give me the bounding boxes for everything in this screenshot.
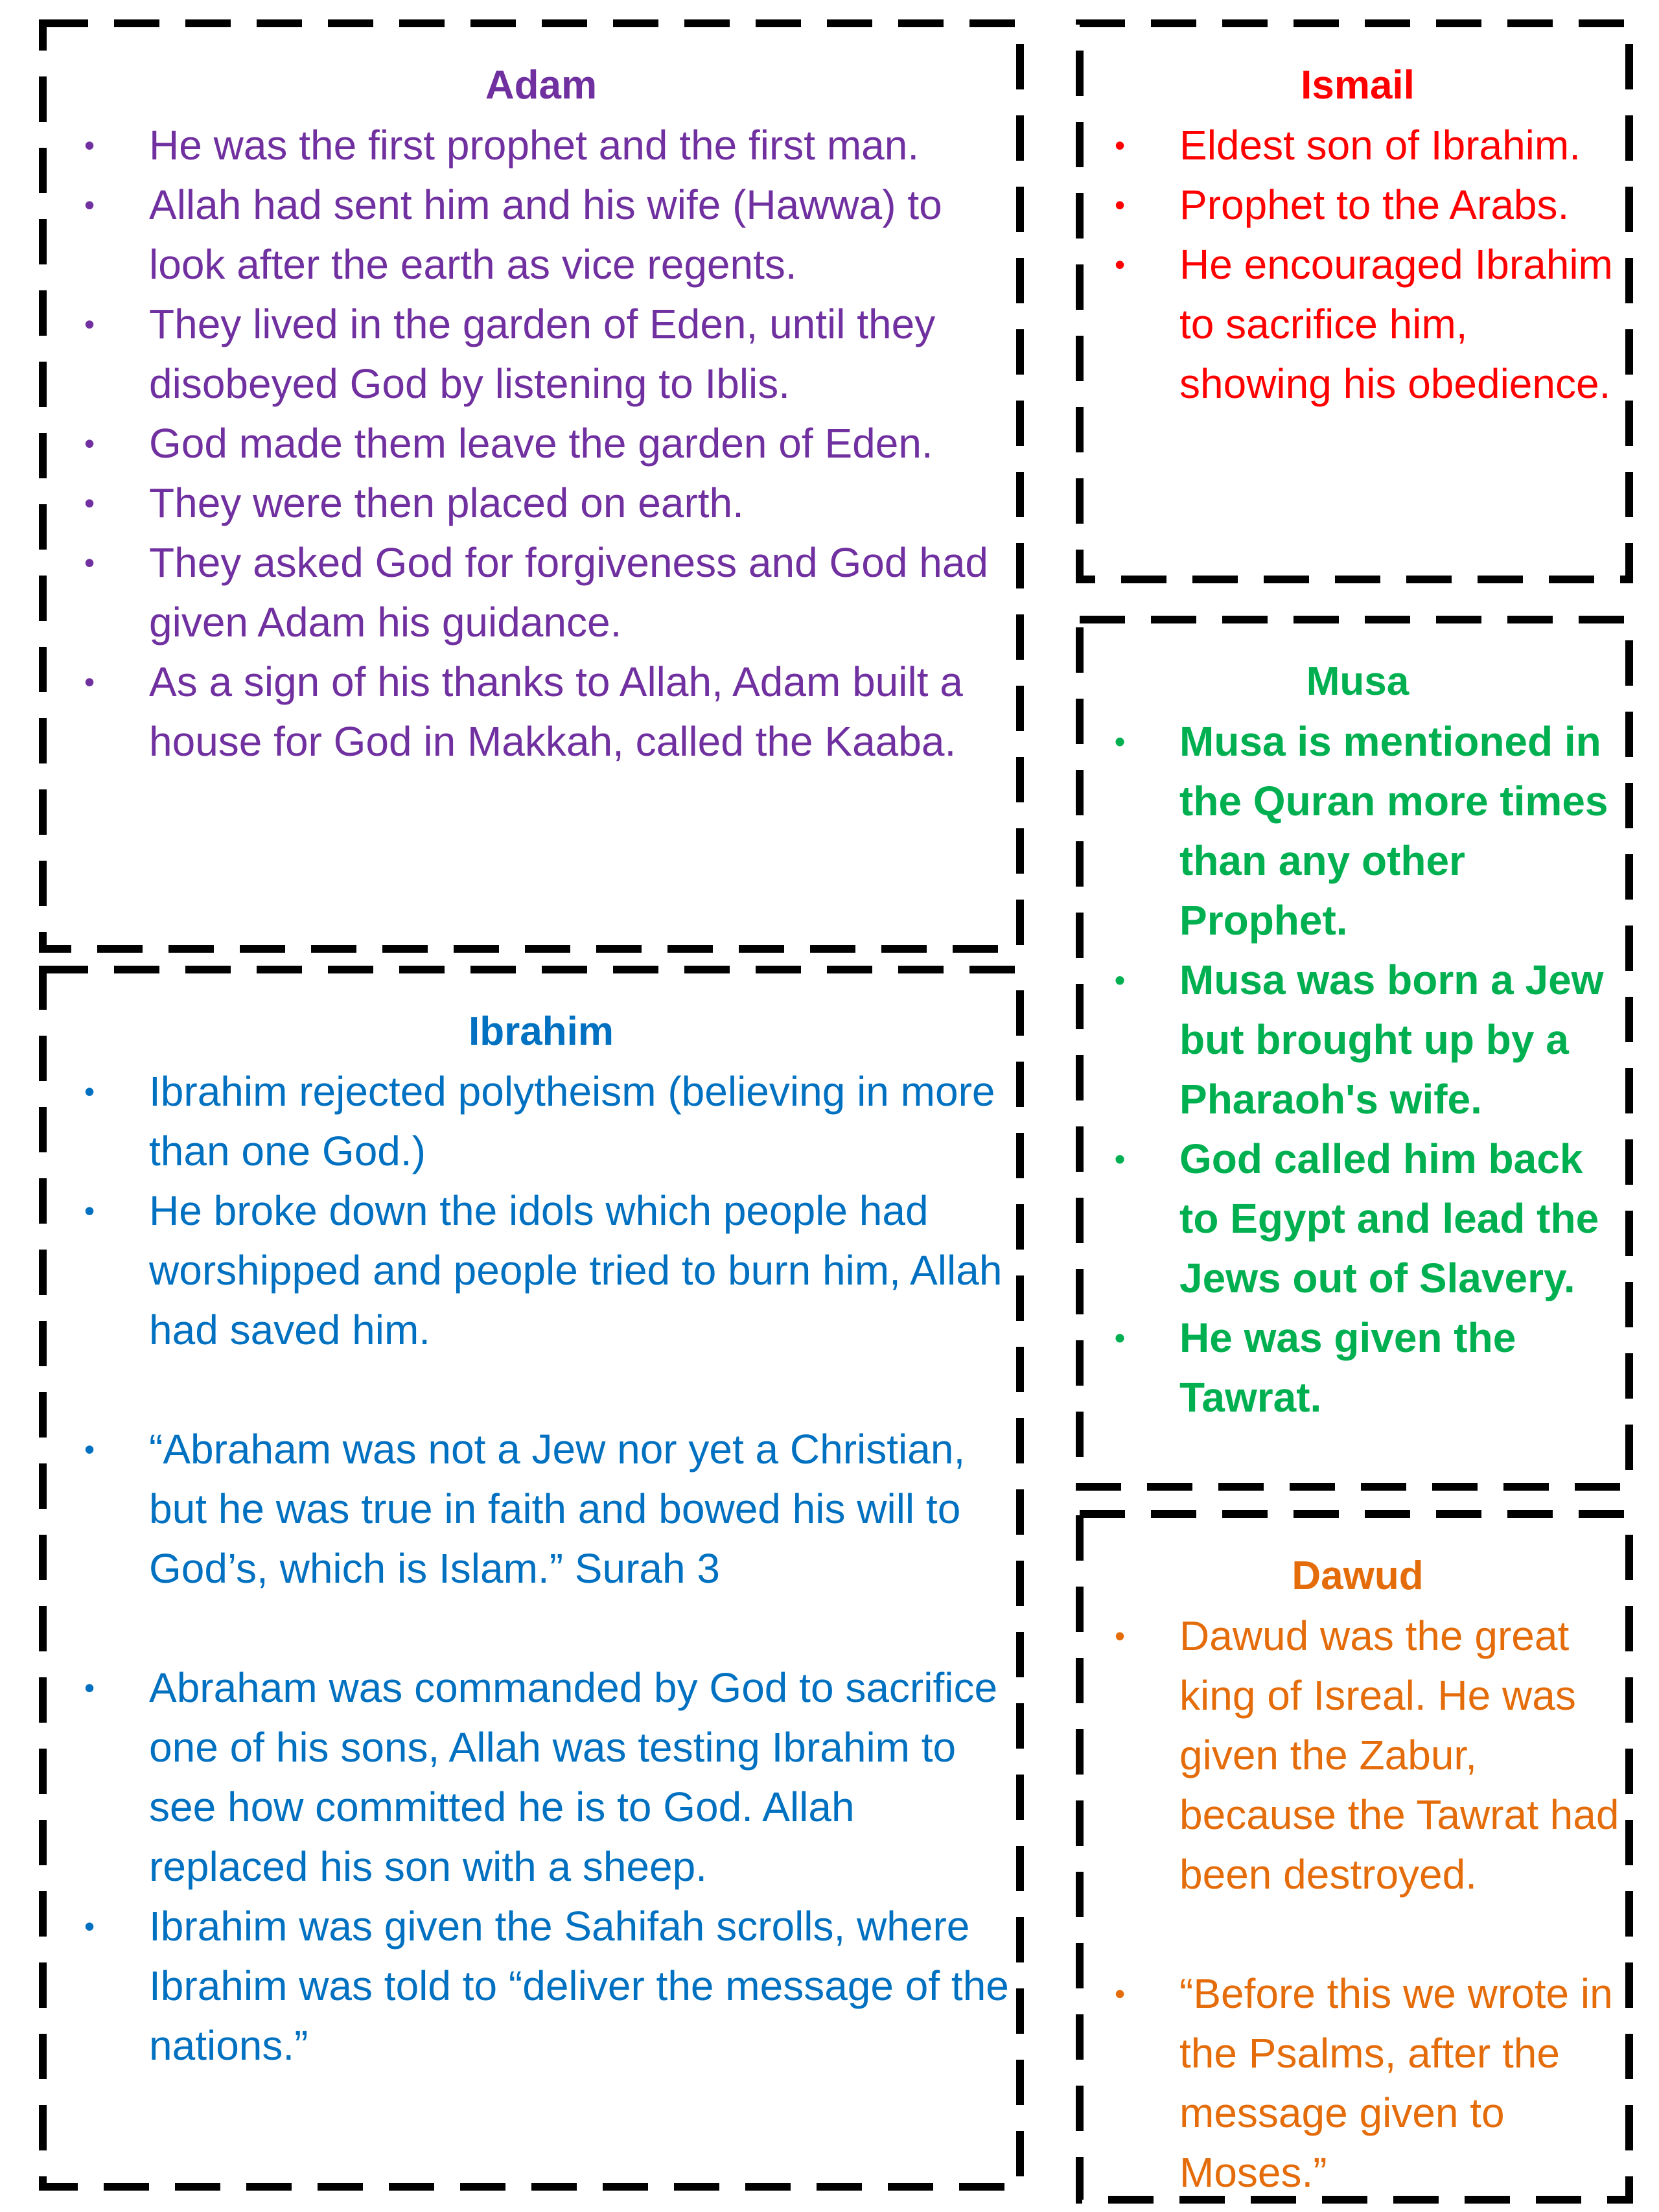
list-item: • Prophet to the Arabs. xyxy=(1089,175,1627,235)
list-item: • Ibrahim was given the Sahifah scrolls, where Ibrahim was told to “deliver the message of the nations.” xyxy=(58,1896,1024,2075)
list-item: • As a sign of his thanks to Allah, Adam built a house for God in Makkah, called the Kaaba. xyxy=(58,652,1024,771)
bullet-icon: • xyxy=(1115,128,1126,162)
musa-card xyxy=(1076,616,1633,1491)
bullet-icon: • xyxy=(84,1075,95,1108)
list-item: • “Abraham was not a Jew nor yet a Christian, but he was true in faith and bowed his will to God’s, which is Islam.” Surah 3 xyxy=(58,1419,1024,1598)
dawud-title: Dawud xyxy=(1292,1554,1424,1598)
list-item: • He encouraged Ibrahim to sacrifice him, showing his obedience. xyxy=(1089,235,1627,413)
ismail-points xyxy=(1089,115,1627,413)
list-item: • Musa is mentioned in the Quran more times than any other Prophet. xyxy=(1089,712,1627,950)
bullet-icon: • xyxy=(1115,248,1126,281)
ismail-title: Ismail xyxy=(1301,63,1415,108)
bullet-icon: • xyxy=(84,1909,95,1943)
list-item: • They were then placed on earth. xyxy=(58,473,1024,533)
adam-card xyxy=(39,19,1024,953)
ismail-card xyxy=(1076,19,1633,583)
bullet-icon: • xyxy=(84,1432,95,1466)
list-item: • God made them leave the garden of Eden. xyxy=(58,413,1024,473)
list-item: • Eldest son of Ibrahim. xyxy=(1089,115,1627,175)
dawud-points xyxy=(1089,1606,1627,2202)
bullet-icon: • xyxy=(1115,725,1126,758)
bullet-icon: • xyxy=(1115,1142,1126,1176)
dawud-card xyxy=(1076,1510,1633,2204)
list-item: • He was the first prophet and the first man. xyxy=(58,115,1024,175)
bullet-icon: • xyxy=(1115,1619,1126,1653)
bullet-icon: • xyxy=(1115,188,1126,222)
musa-points xyxy=(1089,712,1627,1427)
list-item: • They asked God for forgiveness and God had given Adam his guidance. xyxy=(58,533,1024,652)
list-item: • He broke down the idols which people had worshipped and people tried to burn him, Allah had saved him. xyxy=(58,1181,1024,1360)
bullet-icon: • xyxy=(84,188,95,222)
ibrahim-card xyxy=(39,966,1024,2191)
list-item: • Musa was born a Jew but brought up by a Pharaoh's wife. xyxy=(1089,950,1627,1129)
adam-title: Adam xyxy=(485,63,597,108)
adam-points xyxy=(58,115,1024,771)
bullet-icon: • xyxy=(84,1194,95,1228)
list-item: • “Before this we wrote in the Psalms, after the message given to Moses.” xyxy=(1089,1964,1627,2202)
list-item: • They lived in the garden of Eden, until they disobeyed God by listening to Iblis. xyxy=(58,294,1024,413)
bullet-icon: • xyxy=(84,665,95,699)
list-item: • God called him back to Egypt and lead the Jews out of Slavery. xyxy=(1089,1129,1627,1308)
ibrahim-points xyxy=(58,1062,1024,2075)
ibrahim-title: Ibrahim xyxy=(469,1009,614,1054)
list-item: • Dawud was the great king of Isreal. He was given the Zabur, because the Tawrat had been destroyed. xyxy=(1089,1606,1627,1904)
list-item: • Ibrahim rejected polytheism (believing in more than one God.) xyxy=(58,1062,1024,1181)
bullet-icon: • xyxy=(84,546,95,579)
bullet-icon: • xyxy=(1115,963,1126,997)
bullet-icon: • xyxy=(84,426,95,460)
bullet-icon: • xyxy=(84,128,95,162)
bullet-icon: • xyxy=(84,1671,95,1705)
bullet-icon: • xyxy=(84,486,95,520)
list-item: • Allah had sent him and his wife (Hawwa) to look after the earth as vice regents. xyxy=(58,175,1024,294)
bullet-icon: • xyxy=(84,307,95,341)
list-item: • Abraham was commanded by God to sacrifice one of his sons, Allah was testing Ibrahim to see how committed he is to God. Allah replaced his son with a sheep. xyxy=(58,1658,1024,1896)
musa-title: Musa xyxy=(1306,659,1410,704)
bullet-icon: • xyxy=(1115,1321,1126,1355)
list-item: • He was given the Tawrat. xyxy=(1089,1308,1627,1427)
bullet-icon: • xyxy=(1115,1977,1126,2010)
